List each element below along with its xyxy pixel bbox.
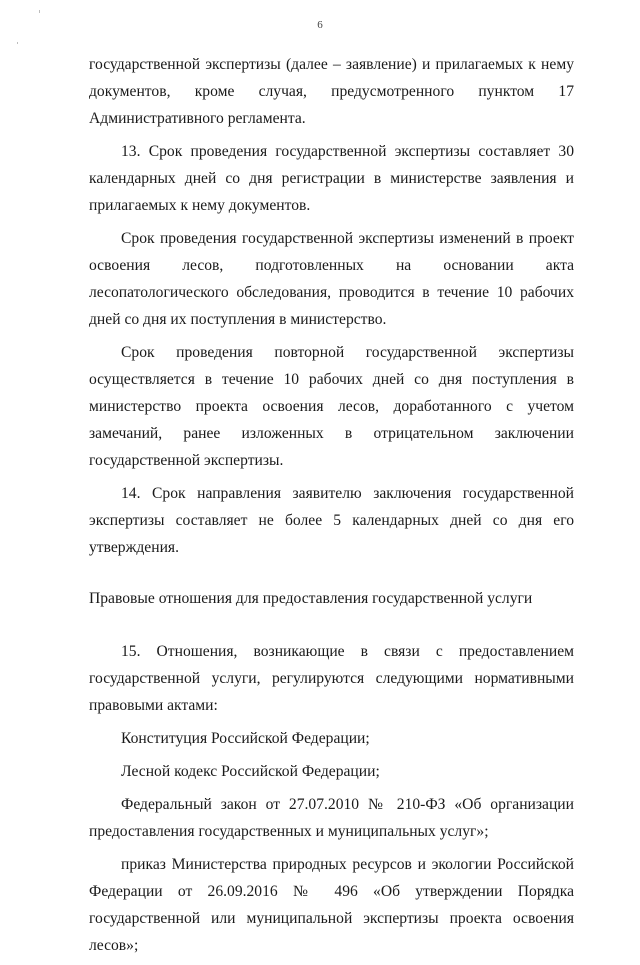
paragraph-continuation: государственной экспертизы (далее – заявление) и прилагаемых к нему документов, кроме случая, предусмотренного пунктом 17 Административного регламента.	[89, 56, 574, 127]
scan-speck	[39, 10, 40, 13]
list-item-forest-code: Лесной кодекс Российской Федерации;	[121, 763, 380, 780]
paragraph-14: 14. Срок направления заявителю заключения государственной экспертизы составляет не более 5 календарных дней со дня его утверждения.	[89, 485, 574, 556]
document-body	[89, 51, 574, 965]
page-number: 6	[317, 19, 323, 31]
list-item-ministry-order: приказ Министерства природных ресурсов и экологии Российской Федерации от 26.09.2016 № 496 «Об утверждении Порядка государственной или муниципальной экспертизы проекта освоения лесов»;	[89, 856, 574, 954]
paragraph-13: 13. Срок проведения государственной экспертизы составляет 30 календарных дней со дня регистрации в министерстве заявления и прилагаемых к нему документов.	[89, 143, 574, 214]
paragraphs-after-heading	[89, 638, 574, 959]
list-item-constitution: Конституция Российской Федерации;	[121, 730, 370, 747]
paragraphs-before-heading	[89, 51, 574, 561]
scan-speck	[17, 42, 18, 44]
section-heading: Правовые отношения для предоставления государственной услуги	[89, 590, 533, 607]
paragraph-15: 15. Отношения, возникающие в связи с предоставлением государственной услуги, регулируются следующими нормативными правовыми актами:	[89, 643, 574, 714]
paragraph-repeat-term: Срок проведения повторной государственной экспертизы осуществляется в течение 10 рабочих дней со дня поступления в министерство проекта освоения лесов, доработанного с учетом замечаний, ранее изложенных в отрицательном заключении государственной экспертизы.	[89, 344, 574, 469]
paragraph-changes-term: Срок проведения государственной экспертизы изменений в проект освоения лесов, подготовленных на основании акта лесопатологического обследования, проводится в течение 10 рабочих дней со дня их поступления в министерство.	[89, 230, 574, 328]
list-item-federal-law: Федеральный закон от 27.07.2010 № 210-ФЗ «Об организации предоставления государственных и муниципальных услуг»;	[89, 796, 574, 840]
